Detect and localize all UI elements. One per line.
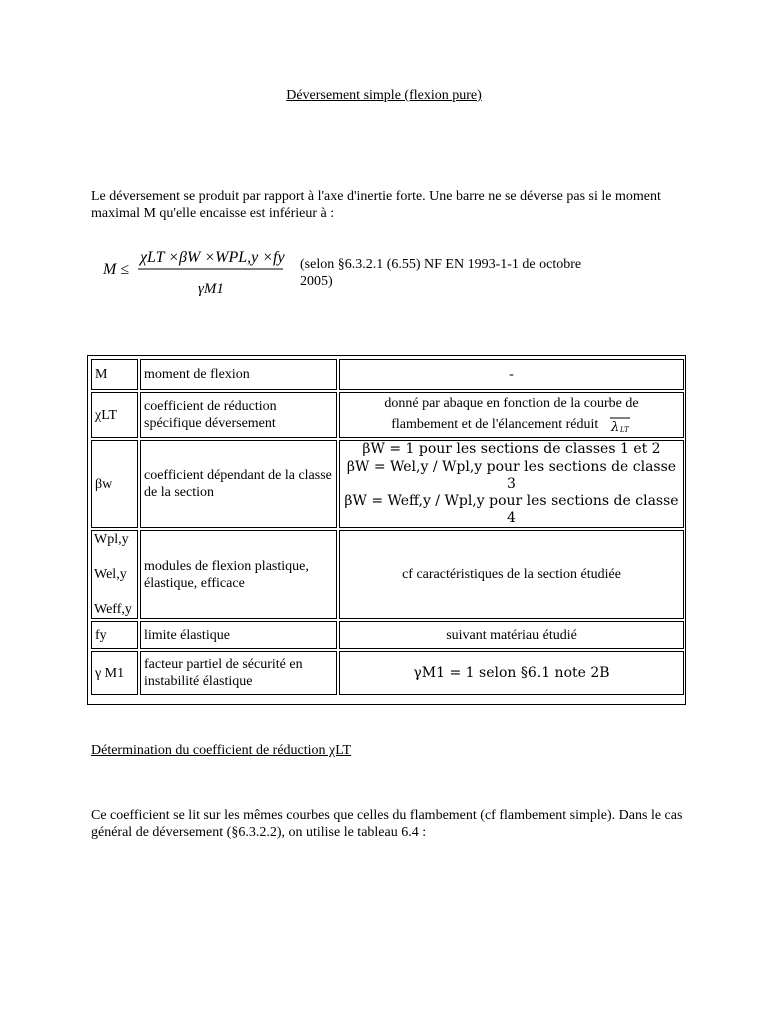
row-description: limite élastique [140, 621, 337, 649]
row-value: cf caractéristiques de la section étudiée [339, 530, 684, 619]
row-description: facteur partiel de sécurité en instabilité élastique [140, 651, 337, 695]
value-line: βW = 1 pour les sections de classes 1 et 2 [362, 441, 661, 457]
svg-text:LT: LT [619, 425, 629, 434]
row-value [339, 392, 684, 438]
section-heading: Détermination du coefficient de réduction χLT [91, 743, 352, 758]
intro-paragraph: Le déversement se produit par rapport à l'axe d'inertie forte. Une barre ne se déverse pas si le moment maximal M qu'elle encaisse est inférieur à : [91, 189, 661, 221]
row-description: coefficient dépendant de la classe de la section [140, 440, 337, 528]
row-symbol: γ M1 [91, 651, 138, 695]
row-description: modules de flexion plastique, élastique, efficace [140, 530, 337, 619]
row-symbol: fy [91, 621, 138, 649]
table-row [91, 530, 684, 619]
page-title: Déversement simple (flexion pure) [286, 88, 482, 103]
formula-numerator: χLT ×βW ×WPL,y ×fy [140, 249, 285, 266]
row-value: - [339, 359, 684, 390]
row-symbol: χLT [91, 392, 138, 438]
symbol-line: Weff,y [94, 602, 132, 617]
table-row [91, 621, 684, 649]
table-row [91, 359, 684, 390]
row-description: coefficient de réduction spécifique déversement [140, 392, 337, 438]
table-row [91, 440, 684, 528]
row-value: γM1 = 1 selon §6.1 note 2B [339, 651, 684, 695]
formula-reference: (selon §6.3.2.1 (6.55) NF EN 1993-1-1 de octobre 2005) [300, 257, 582, 289]
formula-denominator: γM1 [198, 281, 224, 297]
value-line: donné par abaque en fonction de la courbe de [384, 396, 639, 411]
row-description: moment de flexion [140, 359, 337, 390]
row-symbol: M [91, 359, 138, 390]
table-row [91, 392, 684, 438]
formula-lhs: M ≤ [103, 261, 130, 278]
row-symbol [91, 530, 138, 619]
value-line: flambement et de l'élancement réduit [391, 417, 599, 432]
symbol-line: Wel,y [94, 567, 127, 582]
table-row [91, 651, 684, 695]
parameter-table [89, 357, 686, 697]
body-paragraph: Ce coefficient se lit sur les mêmes courbes que celles du flambement (cf flambement simple). Dans le cas général de déversement (§6.3.2.2), on utilise le tableau 6.4 : [91, 808, 683, 840]
row-symbol: βw [91, 440, 138, 528]
value-line: βW = Weff,y / Wpl,y pour les sections de classe 4 [344, 493, 679, 526]
svg-text:λ: λ [610, 419, 619, 434]
symbol-line: Wpl,y [94, 532, 129, 547]
lambda-bar-lt-icon [608, 416, 632, 434]
value-line: βW = Wel,y / Wpl,y pour les sections de classe 3 [346, 458, 677, 492]
formula-graphic [98, 240, 293, 300]
row-value [339, 440, 684, 528]
row-value: suivant matériau étudié [339, 621, 684, 649]
